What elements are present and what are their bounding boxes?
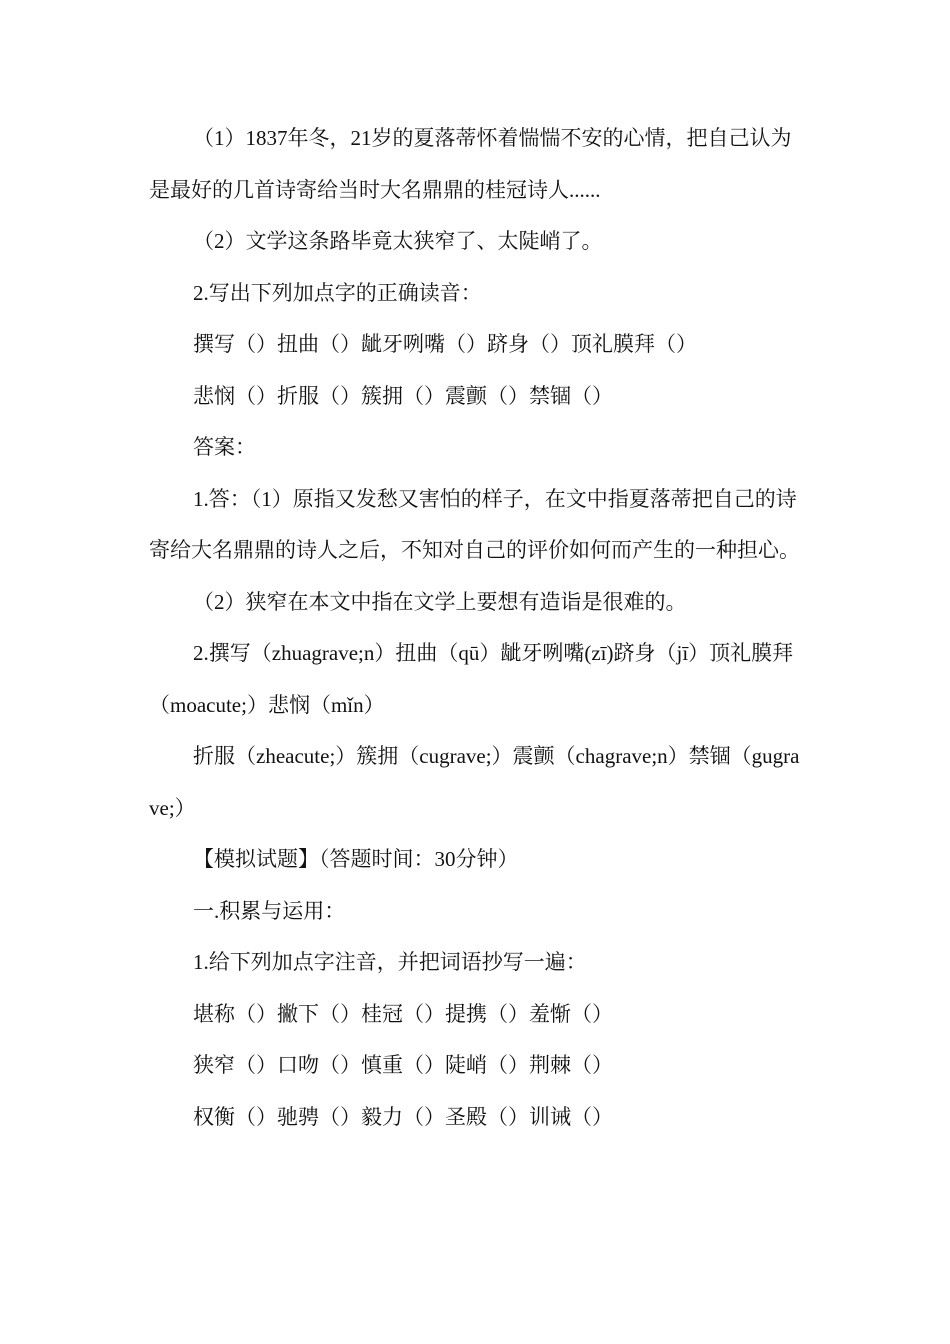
- question-2-heading: 2.写出下列加点字的正确读音：: [193, 280, 482, 305]
- paragraph-2: （2）文学这条路毕竟太狭窄了、太陡峭了。: [193, 229, 603, 253]
- answer-2-readings-continued: 折服（zheacute;）簇拥（cugrave;）震颤（chagrave;n）禁锢（gugrave;）: [149, 744, 800, 820]
- answer-1: 1.答：（1）原指又发愁又害怕的样子，在文中指夏落蒂把自己的诗寄给大名鼎鼎的诗人之后，不知对自己的评价如何而产生的一种担心。: [149, 486, 800, 562]
- word-list-line-2: 悲悯（）折服（）簇拥（）震颤（）禁锢（）: [193, 383, 613, 408]
- paragraph-1: （1）1837年冬，21岁的夏落蒂怀着惴惴不安的心情，把自己认为是最好的几首诗寄给当时大名鼎鼎的桂冠诗人......: [149, 126, 792, 202]
- exercise-word-line-2: 狭窄（）口吻（）慎重（）陡峭（）荆棘（）: [193, 1053, 613, 1077]
- exercise-word-line-3: 权衡（）驰骋（）毅力（）圣殿（）训诫（）: [193, 1104, 613, 1129]
- document-body: [149, 113, 801, 1143]
- section-1-heading: 一.积累与运用：: [193, 898, 346, 923]
- mock-test-heading: 【模拟试题】（答题时间：30分钟）: [193, 847, 519, 871]
- word-list-line-1: 撰写（）扭曲（）龇牙咧嘴（）跻身（）顶礼膜拜（）: [193, 332, 697, 356]
- exercise-1-instruction: 1.给下列加点字注音，并把词语抄写一遍：: [193, 950, 587, 974]
- exercise-word-line-1: 堪称（）撇下（）桂冠（）提携（）羞惭（）: [193, 1001, 613, 1026]
- answer-2-readings: 2.撰写（zhuagrave;n）扭曲（qū）龇牙咧嘴(zī)跻身（jī）顶礼膜拜（moacute;）悲悯（mǐn）: [149, 641, 794, 717]
- answer-1-part-2: （2）狭窄在本文中指在文学上要想有造诣是很难的。: [193, 589, 687, 614]
- answer-heading: 答案：: [193, 435, 256, 459]
